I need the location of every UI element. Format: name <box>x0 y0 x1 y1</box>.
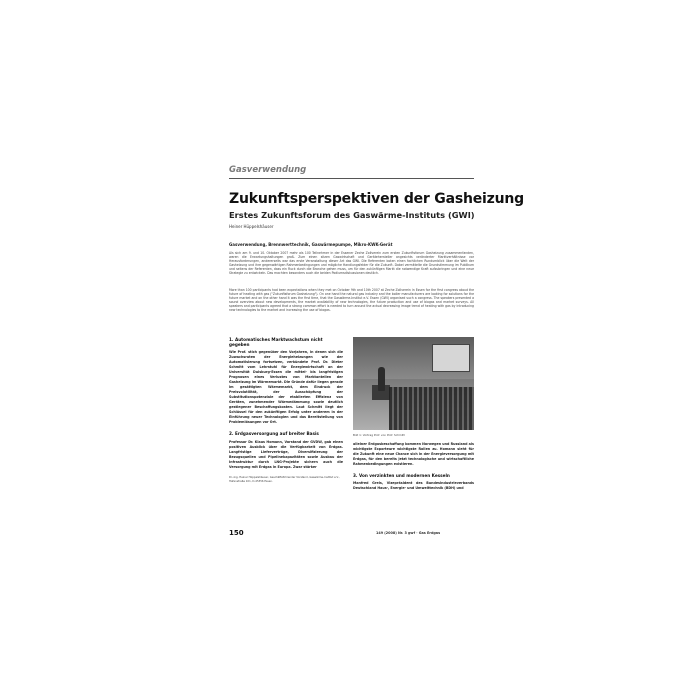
section-2-text: Professor Dr. Klaus Homann, Vorstand der GVDW, gab einen positiven Ausblick über die Verfügbarkeit von Erdgas. Langfristige Lieferverträge, Diversifizierung der Bezugsquellen und Pipelinekapazitäten sowie Ausbau der Infrastruktur durch LNG-Projekte sichern auch die Versorgung mit Erdgas in Europa. Zwar stärker <box>229 439 343 469</box>
article-keywords: Gasverwendung, Brennwerttechnik, Gaswärmepumpe, Mikro-KWK-Gerät <box>229 242 393 247</box>
article-subtitle: Erstes Zukunftsforum des Gaswärme-Instituts (GWI) <box>229 210 475 220</box>
lecture-photo <box>353 337 474 430</box>
right-column <box>353 337 474 497</box>
abstract-english: More than 100 participants had keen expectations when they met on October 9th and 10th 2007 at Zeche Zollverein in Essen for the first congress about the future of heating with gas ("Zukunftsforum Gasheizung"). On one hand the natural gas industry and the boiler manufacturers are looking for solutions for the future market and on the other hand it was the first time, that the Gaswärme-Institut e.V. Essen (GWI) organised such a congress. The speakers presented a sound overview about new developments, the market availability of new technologies, the future production and use of biogas and market surveys. All speakers and participants agreed that a strong common effort is needed to turn around the actual decreasing image trend of heating with gas by introducing new technologies to the market and increasing the use of biogas. <box>229 288 474 312</box>
journal-page <box>229 165 524 540</box>
section-rubric: Gasverwendung <box>229 165 474 179</box>
section-3-text: Manfred Greis, Vizepräsident des Bundesindustrieverbands Deutschland Haus-, Energie- und Umwelttechnik (BDH) und <box>353 481 474 491</box>
section-1-heading: 1. Automatisches Marktwachstum nicht gegeben <box>229 337 323 348</box>
projection-screen <box>432 344 470 372</box>
speaker-figure <box>378 367 385 391</box>
page-number: 150 <box>229 529 244 537</box>
issue-info: 149 (2008) Nr. 3 gwf · Gas Erdgas <box>376 531 441 535</box>
right-column-text: alleiner Erdgasbeschaffung kommen Norwegen und Russland als wichtigste Exporteure wichtigste Rollen zu. Homann sieht für die Zukunft eine neue Chance sich in der Energieversorgung mit Erdgas, für den bereits jetzt technologische und wirtschaftliche Rahmenbedingungen existieren. <box>353 442 474 466</box>
article-title: Zukunftsperspektiven der Gasheizung <box>229 191 524 207</box>
section-1-text: Wie Prof. stich gegenüber den Vorjahren, in denen sich die Zuwachsraten der Energieheizungen wie der Automatisierung fortsetzen, verkündete Prof. Dr. Dieter Schmitt vom Lehrstuhl für Energiewirtschaft an der Universität Duisburg-Essen die mittel- bis langfristigen Prognosen eines Verlustes von Marktanteilen der Gasheizung im Wärmemarkt. Die Gründe dafür liegen gerade im gesättigten Wärmemarkt, dem Eindruck der Preisvolatilität, der Ausschöpfung der Substitutionspotenziale der etablierten Effizienz von Geräten, zunehmender Wärmedämmung sowie deutlich gestiegener Beschaffungskosten. Laut Schmitt liegt der Schlüssel für den zukünftigen Erfolg unter anderem in der Einführung neuer Technologien und das Bereitstellung von Problemlösungen vor Ort. <box>229 350 343 425</box>
section-2-heading: 2. Erdgasversorgung auf breiter Basis <box>229 431 319 437</box>
article-author: Heiner Hüppelshäuser <box>229 224 274 229</box>
abstract-german: Als sich am 9. und 10. Oktober 2007 mehr als 100 Teilnehmer in der Essener Zeche Zollverein zum ersten Zukunftsforum Gasheizung zusammenfanden, waren die Erwartungshaltungen groß. Zum einen sitzen Gaswirtschaft und Gerätehersteller angesichts veränderter Marktverhältnisse vor Herausforderungen, andererseits war das erste Veranstaltung dieser Art das GWI. Die Referenten boten einen fachlichen Rundumblick über die Welt der Gasheizung und ihre gegenwärtigen Rahmenbedingungen und mögliche Handlungsfelder für die Zukunft. Dabei vermittelte die Grundstimmung im Publikum und seitens der Referenten, dass ein Ruck durch die Branche gehen muss, um für den zukünftigen Markt die notwendige Kraft aufzubringen und eine neue Strategie zu entwickeln. Das machten besonders auch die beiden Podiumsdiskussionen deutlich. <box>229 251 474 275</box>
author-note: Dr.-Ing. Heiner Hüppelshäuser, Geschäftsführender Vorstand, Gaswärme-Institut e.V., Hafenstraße 101, D-45356 Essen. <box>229 475 340 483</box>
left-column <box>229 337 343 484</box>
audience <box>389 387 474 430</box>
figure-caption: Bild 1: Vortrag Prof. von Prof. Schmitt <box>353 433 405 437</box>
section-3-heading: 3. Von verzinkten und modernen Kesseln <box>353 473 450 478</box>
